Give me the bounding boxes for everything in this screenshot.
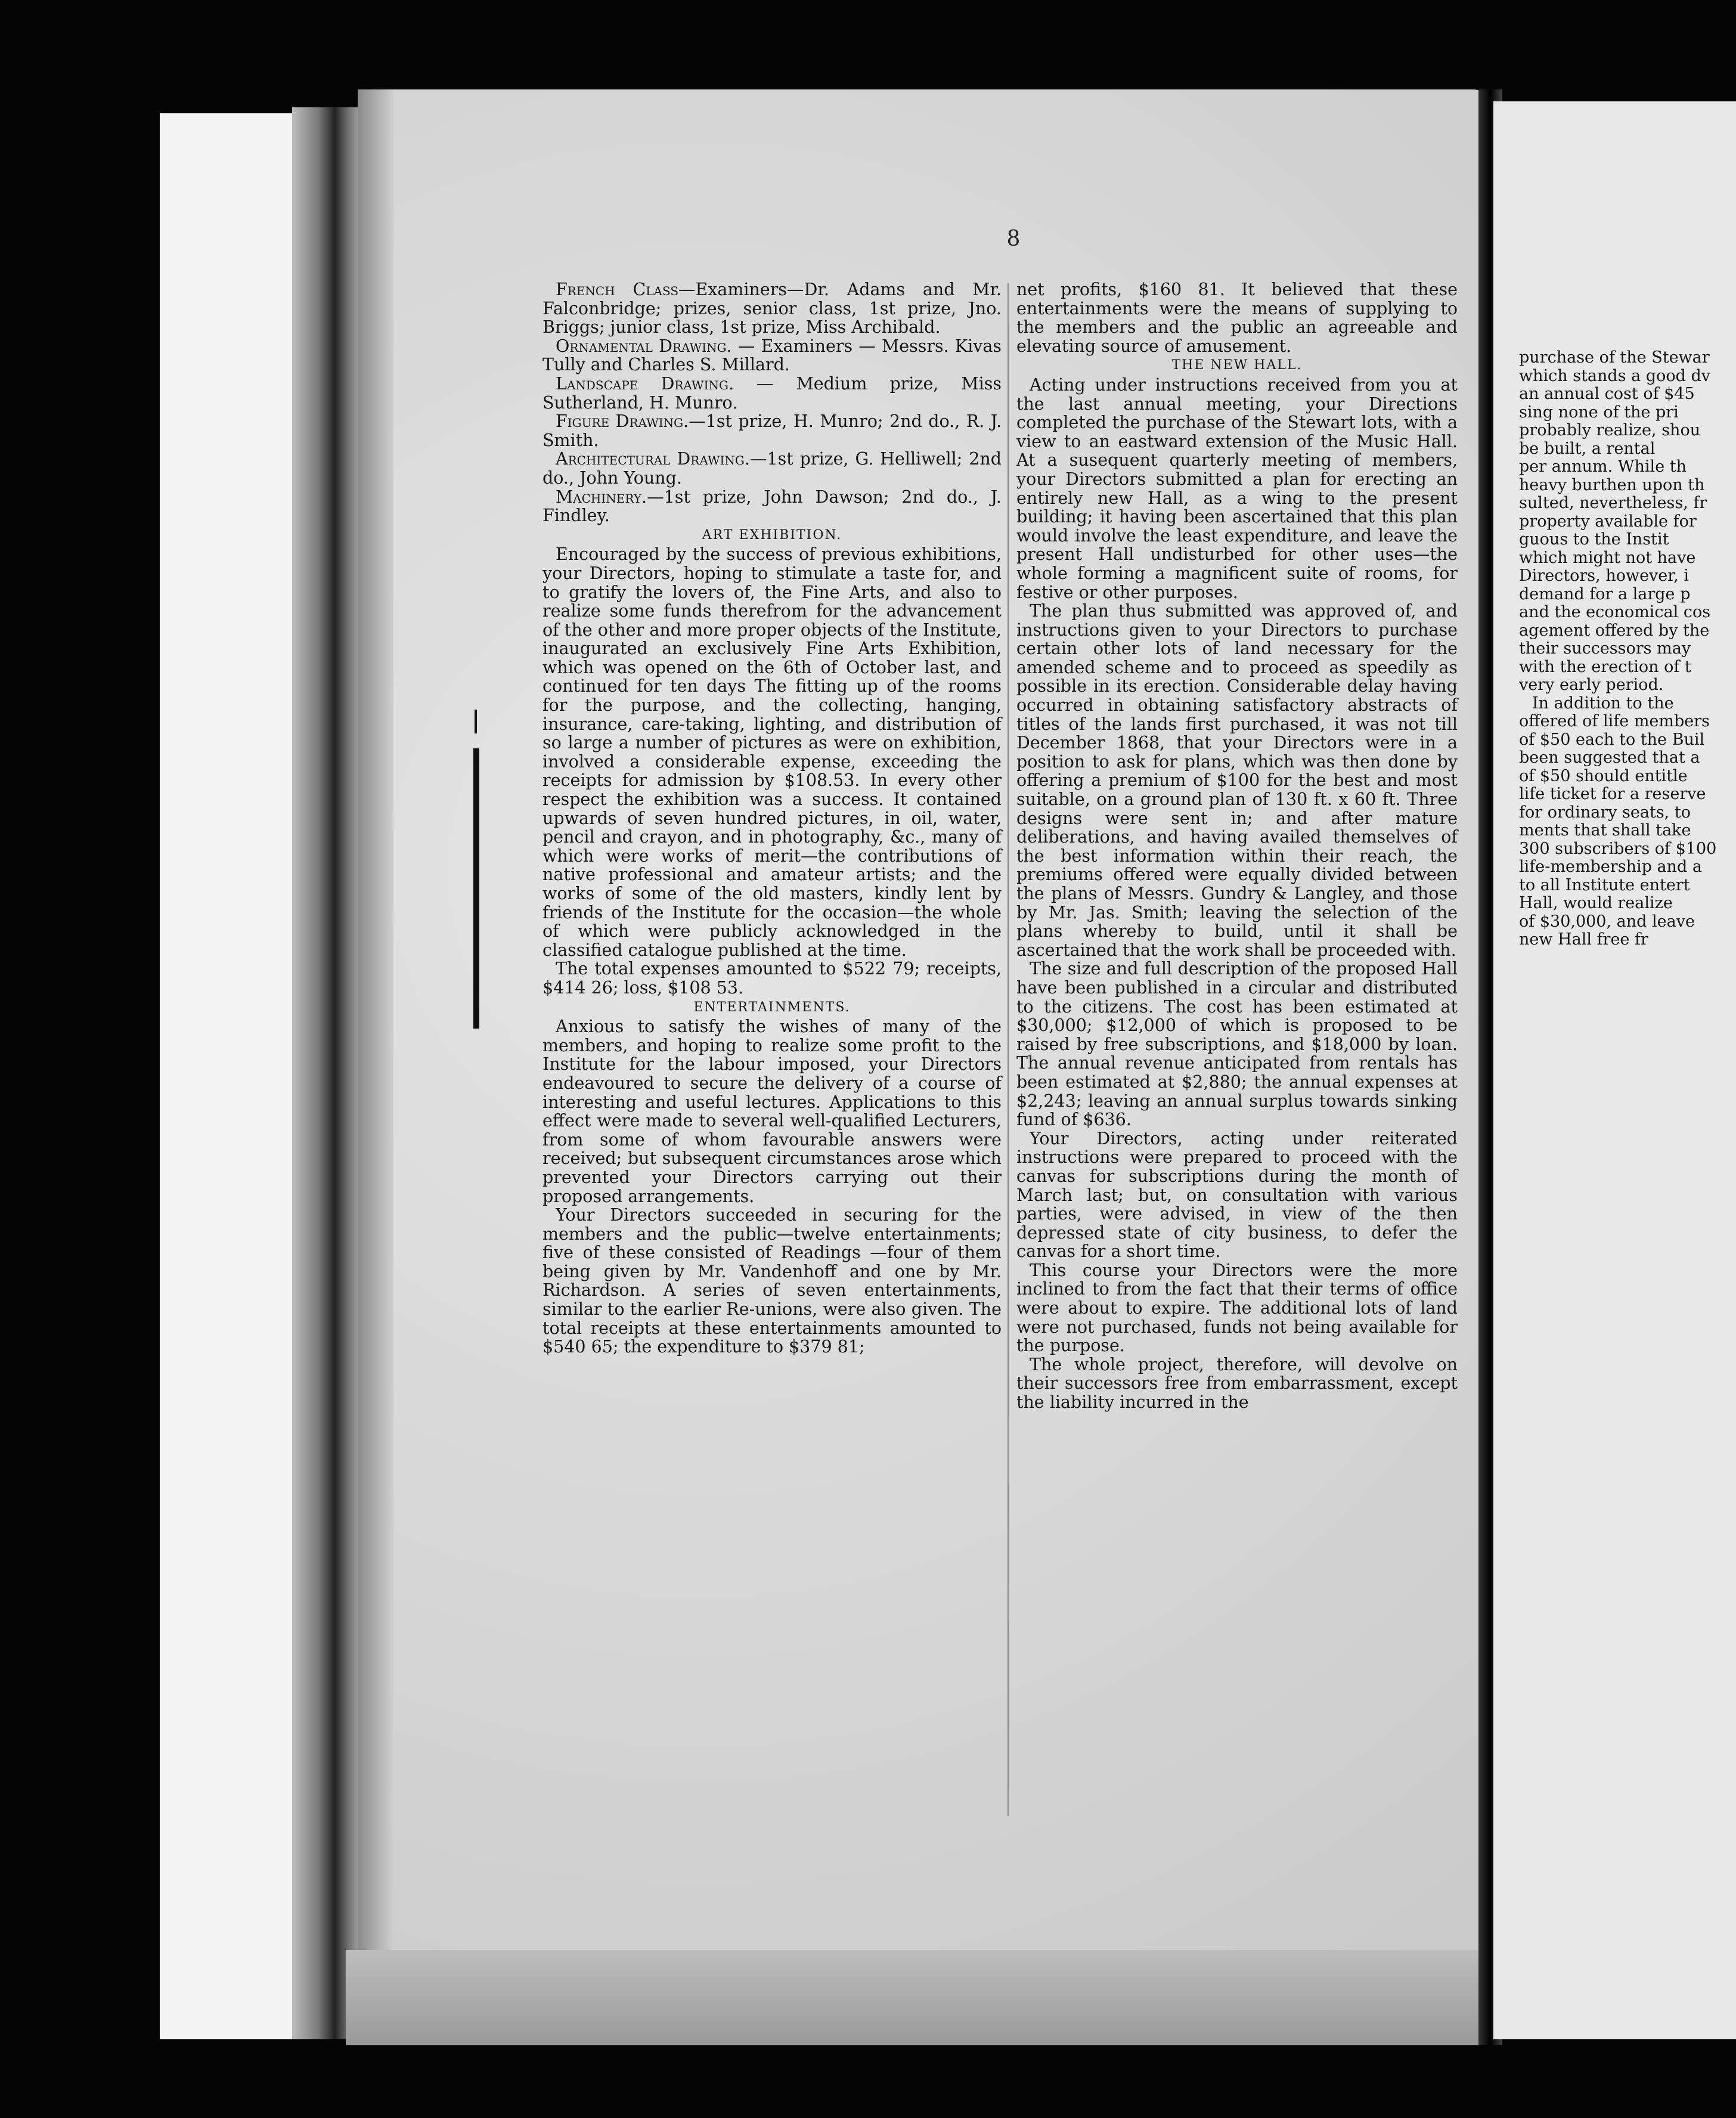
section-heading: ART EXHIBITION.	[702, 527, 842, 543]
paragraph	[1016, 280, 1458, 355]
paragraph	[1016, 376, 1458, 602]
text-line: been suggested that a	[1519, 748, 1700, 767]
paragraph-text: net profits, $160 81. It believed that these entertainments were the means of supplying to the members and the public an agreeable and elevating source of amusement.	[1016, 280, 1458, 356]
text-line: demand for a large p	[1519, 584, 1691, 603]
ink-mark	[473, 748, 479, 1029]
paragraph	[1016, 1261, 1458, 1355]
text-line: sulted, nevertheless, fr	[1519, 494, 1707, 512]
text-line: their successors may	[1519, 639, 1691, 658]
paragraph	[542, 412, 1002, 450]
ink-mark-small	[475, 710, 477, 733]
text-line: which stands a good dv	[1519, 366, 1711, 385]
text-line: Directors, however, i	[1519, 566, 1690, 585]
paragraph-text: —1st prize, John Dawson; 2nd do., J. Findley.	[542, 487, 1002, 526]
paragraph-text: Acting under instructions received from you at the last annual meeting, your Directions completed the purchase of the Stewart lots, with a view to an eastward extension of the Music Hall. At a susequent quarterly meeting of members, your Directors submitted a plan for erecting an entirely new Hall, as a wing to the present building; it having been ascertained that this plan would involve the least expenditure, and leave the present Hall undisturbed for other uses—the whole forming a magnificent suite of rooms, for festive or other purposes.	[1016, 374, 1458, 602]
book-spine-edge	[292, 107, 358, 2039]
paragraph	[1016, 1355, 1458, 1412]
paragraph-text: The plan thus submitted was approved of, and instructions given to your Directors to purchase certain other lots of land necessary for the amended scheme and to proceed as speedily as possible in its erection. Considerable delay having occurred in obtaining satisfactory abstracts of titles of the lands first purchased, it was not till December 1868, that your Directors were in a position to ask for plans, which was then done by offering a premium of $100 for the best and most suitable, on a ground plan of 130 ft. x 60 ft. Three designs were sent in; and after mature deliberations, and having availed themselves of the best information within their reach, the premiums offered were equally divided between the plans of Messrs. Gundry & Langley, and those by Mr. Jas. Smith; leaving the selection of the plans whereby to build, until it shall be ascertained that the work shall be proceeded with.	[1016, 601, 1458, 960]
text-line: ments that shall take	[1519, 821, 1691, 840]
paragraph	[542, 545, 1002, 959]
text-line: very early period.	[1519, 676, 1664, 694]
text-line: offered of life members	[1519, 712, 1710, 730]
paragraph	[1016, 959, 1458, 1129]
text-line: 300 subscribers of $100	[1519, 839, 1717, 858]
page-bottom-edge	[346, 1950, 1496, 2045]
paragraph-lead: Architectural Drawing.	[556, 449, 750, 469]
left-text-column	[542, 280, 1002, 1357]
text-line: agement offered by the	[1519, 621, 1710, 640]
paragraph-text: Encouraged by the success of previous exhibitions, your Directors, hoping to stimulate a taste for, and to gratify the lovers of, the Fine Arts, and also to realize some funds therefrom for the advancement of the other and more proper objects of the Institute, inaugurated an exclusively Fine Arts Exhibition, which was opened on the 6th of October last, and continued for ten days The fitting up of the rooms for the purpose, and the collecting, hanging, insurance, care-taking, lighting, and distribution of so large a number of pictures as were on exhibition, involved a considerable expense, exceeding the receipts for admission by $108.53. In every other respect the exhibition was a success. It contained upwards of seven hundred pictures, in oil, water, pencil and crayon, and in photography, &c., many of which were works of merit—the contributions of native professional and amateur artists; and the works of some of the old masters, kindly lent by friends of the Institute for the occasion—the whole of which were publicly acknowledged in the classified catalogue published at the time.	[542, 544, 1002, 960]
paragraph-lead: Figure Drawing.	[556, 411, 689, 432]
text-line: be built, a rental	[1519, 439, 1656, 458]
section-heading: ENTERTAINMENTS.	[693, 999, 851, 1015]
paragraph	[542, 1206, 1002, 1357]
text-line: guous to the Instit	[1519, 530, 1669, 549]
paragraph	[542, 1017, 1002, 1206]
paragraph-lead: Ornamental Drawing.	[556, 336, 732, 356]
text-line: life ticket for a reserve	[1519, 785, 1706, 803]
page-number: 8	[1006, 227, 1021, 251]
text-line: In addition to the	[1532, 693, 1674, 713]
text-line: with the erection of t	[1519, 657, 1691, 676]
paragraph	[542, 374, 1002, 412]
text-line: Hall, would realize	[1519, 894, 1673, 912]
paragraph-lead: Landscape Drawing.	[556, 373, 734, 394]
column-divider	[1008, 283, 1009, 1816]
paragraph	[542, 488, 1002, 525]
paragraph-text: The size and full description of the proposed Hall have been published in a circular and distributed to the citizens. The cost has been estimated at $30,000; $12,000 of which is proposed to be raised by free subscriptions, and $18,000 by loan. The annual revenue anticipated from rentals has been estimated at $2,880; the annual expenses at $2,243; leaving an annual surplus towards sinking fund of $636.	[1016, 959, 1458, 1130]
text-line: an annual cost of $45	[1519, 385, 1695, 403]
text-line: property available for	[1519, 512, 1697, 531]
paragraph-lead: French Class	[556, 280, 679, 299]
paragraph-text: —1st prize, H. Munro; 2nd do., R. J. Smith.	[542, 411, 1002, 450]
text-line: probably realize, shou	[1519, 421, 1701, 439]
paragraph-text: — Medium prize, Miss Sutherland, H. Munro.	[542, 373, 1002, 413]
text-line: sing none of the pri	[1519, 402, 1679, 422]
middle-text-column	[1016, 280, 1458, 1412]
text-line: and the economical cos	[1519, 603, 1711, 621]
section-heading: THE NEW HALL.	[1171, 358, 1303, 373]
paragraph-text: Your Directors, acting under reiterated instructions were prepared to proceed with the canvas for subscriptions during the month of March last; but, on consultation with various parties, were advised, in view of the then depressed state of city business, to defer the canvas for a short time.	[1016, 1128, 1458, 1262]
paragraph-text: The total expenses amounted to $522 79; receipts, $414 26; loss, $108 53.	[542, 959, 1002, 998]
text-line: of $50 should entitle	[1519, 766, 1688, 785]
page-shadow	[358, 89, 393, 2039]
text-line: life-membership and a	[1519, 857, 1702, 876]
paragraph-text: Your Directors succeeded in securing for the members and the public—twelve entertainments; five of these consisted of Readings —four of them being given by Mr. Vandenhoff and one by Mr. Richardson. A series of seven entertainments, similar to the earlier Re-unions, were also given. The total receipts at these entertainments amounted to $540 65; the expenditure to $379 81;	[542, 1205, 1002, 1357]
paragraph	[542, 337, 1002, 374]
text-line: to all Institute entert	[1519, 875, 1690, 894]
text-line: for ordinary seats, to	[1519, 803, 1691, 822]
paragraph	[1016, 602, 1458, 959]
right-page-text-column	[1519, 349, 1736, 949]
paragraph-text: —Examiners—Dr. Adams and Mr. Falconbridge; prizes, senior class, 1st prize, Jno. Briggs; junior class, 1st prize, Miss Archibald.	[542, 280, 1002, 337]
text-line: purchase of the Stewar	[1519, 349, 1710, 367]
paragraph-text: The whole project, therefore, will devolve on their successors free from embarrassment, except the liability incurred in the	[1016, 1354, 1458, 1413]
paragraph-text: — Examiners — Messrs. Kivas Tully and Charles S. Millard.	[542, 336, 1002, 375]
paragraph-text: —1st prize, G. Helliwell; 2nd do., John Young.	[542, 449, 1002, 488]
text-line: heavy burthen upon th	[1519, 475, 1705, 494]
text-line: new Hall free fr	[1519, 930, 1648, 949]
paragraph-lead: Machinery.	[556, 487, 647, 507]
text-line: which might not have	[1519, 548, 1696, 567]
text-line: per annum. While th	[1519, 457, 1687, 476]
paragraph	[542, 450, 1002, 487]
paragraph	[1016, 1129, 1458, 1261]
paragraph-text: This course your Directors were the more inclined to from the fact that their terms of office were about to expire. The additional lots of land were not purchased, funds not being available for the purpose.	[1016, 1260, 1458, 1356]
text-line: of $50 each to the Buil	[1519, 730, 1705, 749]
text-line: of $30,000, and leave	[1519, 912, 1695, 931]
paragraph-text: Anxious to satisfy the wishes of many of the members, and hoping to realize some profit to the Institute for the labour imposed, your Directors endeavoured to secure the delivery of a course of interesting and useful lectures. Applications to this effect were made to several well-qualified Lecturers, from some of whom favourable answers were received; but subsequent circumstances arose which prevented your Directors carrying out their proposed arrangements.	[542, 1017, 1002, 1206]
paragraph	[542, 959, 1002, 997]
paragraph	[542, 280, 1002, 337]
